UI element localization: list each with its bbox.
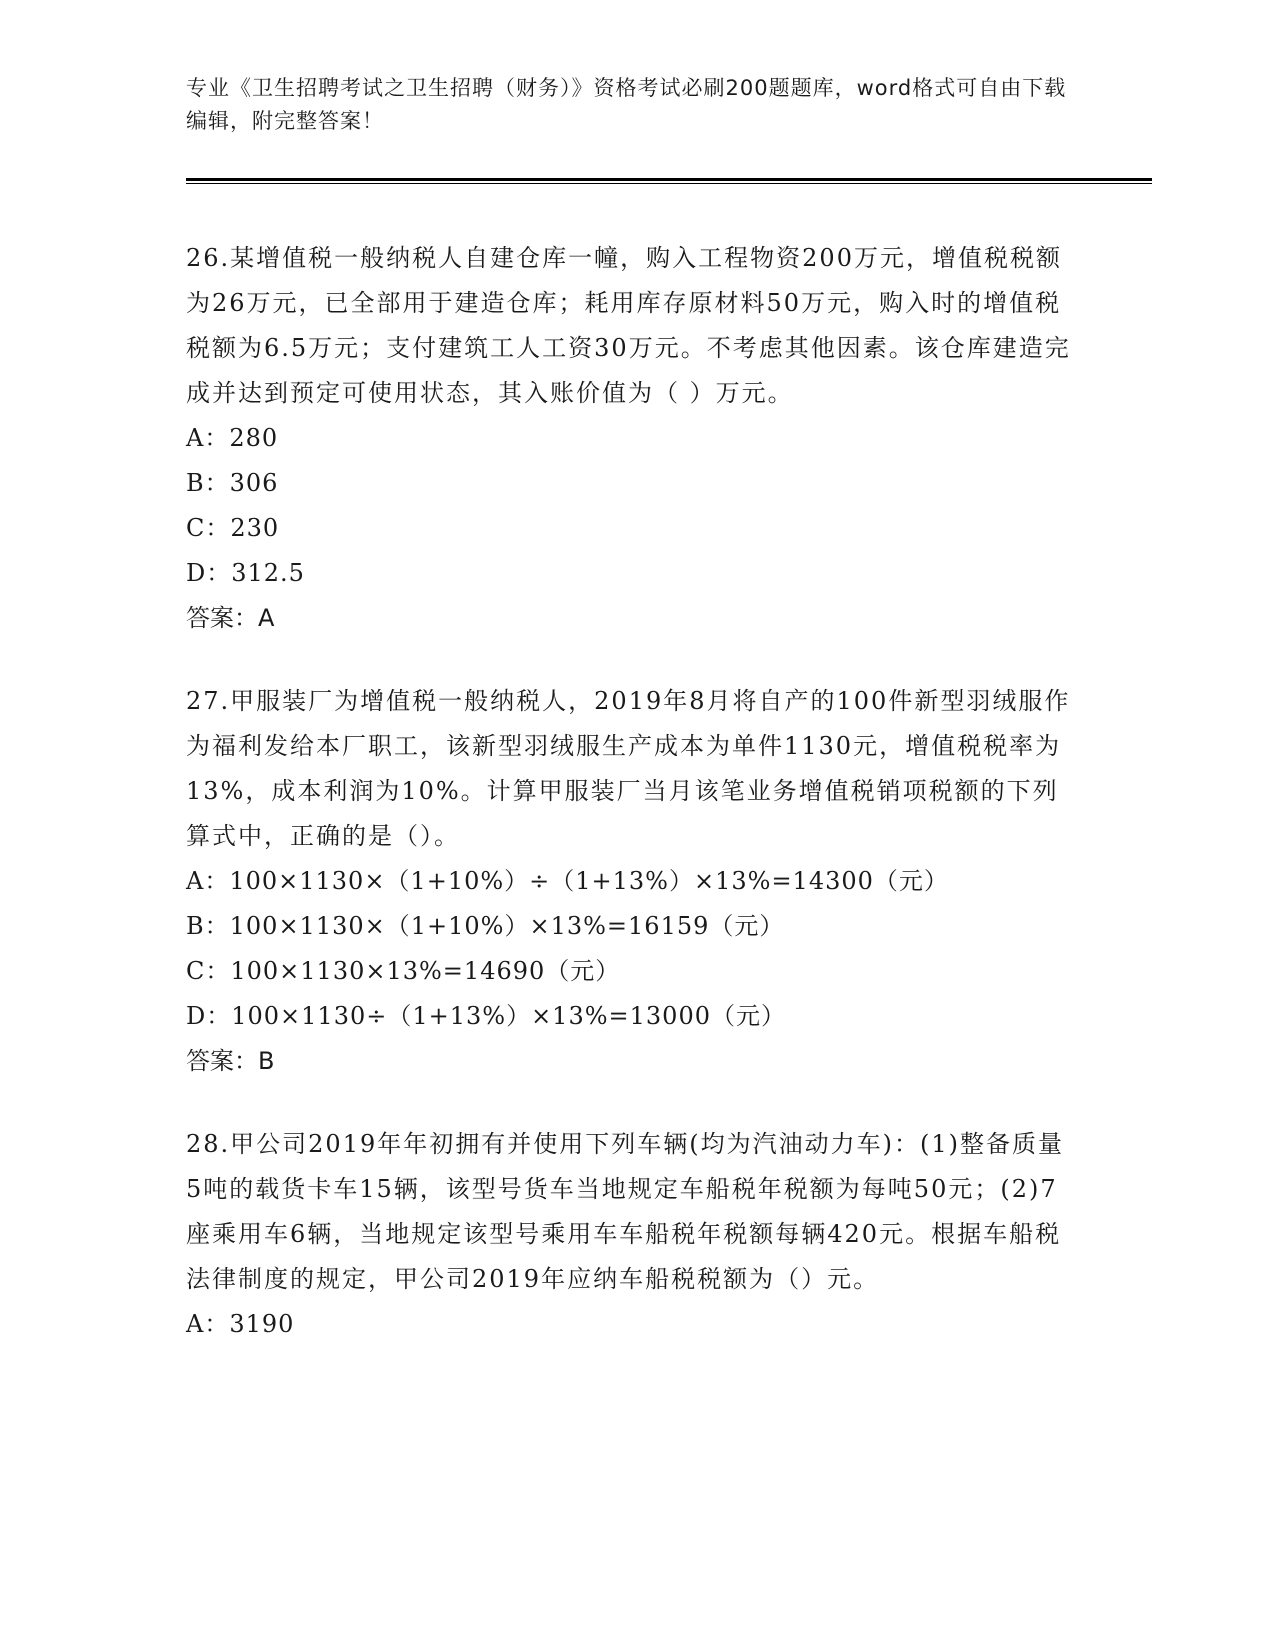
option-a: A：280 xyxy=(186,424,279,452)
document-header xyxy=(186,72,1086,138)
header-rule-thin xyxy=(186,183,1152,184)
option-d: D：312.5 xyxy=(186,559,305,587)
header-title: 专业《卫生招聘考试之卫生招聘（财务）》资格考试必刷200题题库，word格式可自由下载编辑，附完整答案！ xyxy=(186,76,1067,133)
question-27 xyxy=(186,679,1081,1084)
question-text: 27.甲服装厂为增值税一般纳税人，2019年8月将自产的100件新型羽绒服作为福利发给本厂职工，该新型羽绒服生产成本为单件1130元，增值税税率为13%，成本利润为10%。计算甲服装厂当月该笔业务增值税销项税额的下列算式中，正确的是（）。 xyxy=(186,687,1071,850)
question-text: 26.某增值税一般纳税人自建仓库一幢，购入工程物资200万元，增值税税额为26万元，已全部用于建造仓库；耗用库存原材料50万元，购入时的增值税税额为6.5万元；支付建筑工人工资30万元。不考虑其他因素。该仓库建造完成并达到预定可使用状态，其入账价值为（ ）万元。 xyxy=(186,244,1071,407)
option-a: A：3190 xyxy=(186,1310,295,1338)
option-d: D：100×1130÷（1+13%）×13%=13000（元） xyxy=(186,1002,786,1030)
question-26 xyxy=(186,236,1081,641)
header-rule-thick xyxy=(186,178,1152,181)
option-b: B：306 xyxy=(186,469,279,497)
answer: 答案：A xyxy=(186,604,275,632)
answer: 答案：B xyxy=(186,1047,275,1075)
question-text: 28.甲公司2019年年初拥有并使用下列车辆(均为汽油动力车)：(1)整备质量5吨的载货卡车15辆，该型号货车当地规定车船税年税额为每吨50元；(2)7座乘用车6辆，当地规定该型号乘用车车船税年税额每辆420元。根据车船税法律制度的规定，甲公司2019年应纳车船税税额为（）元。 xyxy=(186,1130,1064,1293)
option-c: C：100×1130×13%=14690（元） xyxy=(186,957,621,985)
question-28 xyxy=(186,1122,1081,1347)
question-list xyxy=(186,236,1081,1385)
option-b: B：100×1130×（1+10%）×13%=16159（元） xyxy=(186,912,785,940)
option-a: A：100×1130×（1+10%）÷（1+13%）×13%=14300（元） xyxy=(186,867,949,895)
option-c: C：230 xyxy=(186,514,280,542)
